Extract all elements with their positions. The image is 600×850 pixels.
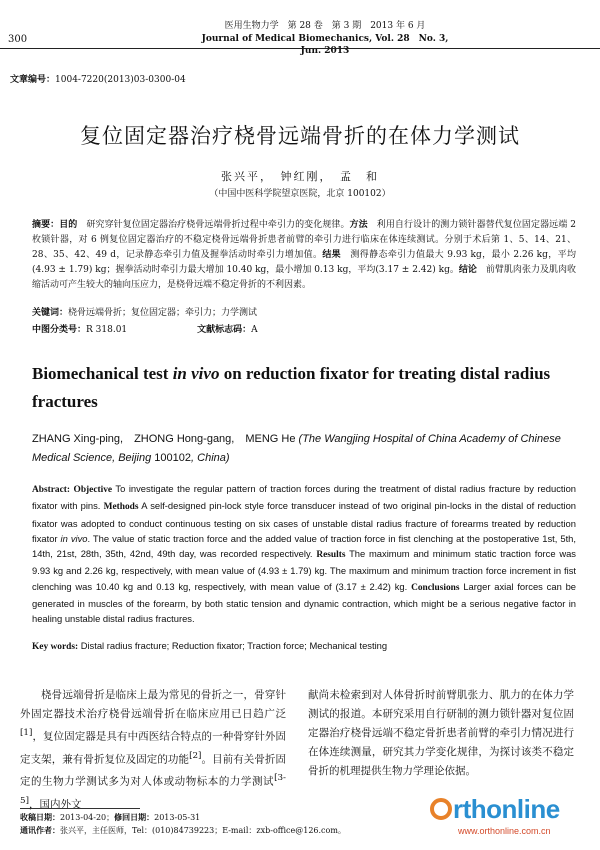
body-column-left <box>20 686 286 814</box>
abstract-cn-purpose: 研究穿针复位固定器治疗桡骨远端骨折过程中牵引力的变化规律。 <box>86 220 350 230</box>
received-label: 收稿日期： <box>20 812 60 822</box>
clc-label: 中图分类号： <box>32 325 87 335</box>
abstract-en-objective-label: Objective <box>73 485 113 495</box>
abstract-cn-result-label: 结果 <box>322 250 342 260</box>
orthonline-watermark-logo <box>430 794 560 825</box>
header-rule <box>0 48 600 49</box>
journal-header-cn: 医用生物力学 第 28 卷 第 3 期 2013 年 6 月 <box>224 21 426 31</box>
abstract-cn-result: 测得静态牵引力值最大 9.93 kg，最小 2.26 kg，平均(4.93 ± 1.79) kg；握拳活动时牵引力最大增加 10.40 kg，最小增加 0.13 kg，平均(3.17 ± 2.42) kg。 <box>32 250 576 275</box>
body-left-d: ，国内外文 <box>28 798 82 810</box>
ref-3-5[interactable]: [3-5] <box>20 773 286 806</box>
title-en-part2: on reduction fixator for treating distal radius fractures <box>32 364 551 411</box>
revised-label: 修回日期： <box>114 812 155 822</box>
body-left-c: 。目前有关骨折固定的生物力学测试多为对人体或动物标本的力学测试 <box>20 753 286 788</box>
abstract-cn-conclusion-label: 结论 <box>458 265 477 275</box>
ref-1[interactable]: [1] <box>20 728 33 738</box>
abstract-cn-method: 利用自行设计的测力锁针器替代复位固定器远端 2 枚锁针器，对 6 例复位固定器治疗的不稳定桡骨远端骨折患者前臂的牵引力进行临床在体连续测试。分别于术后第 1、5、14、21、28、35、42、49 d，记录静态牵引力值及握拳活动时牵引力增加值。 <box>32 220 576 260</box>
authors-en-names: ZHANG Xing-ping, ZHONG Hong-gang, MENG He <box>32 433 296 445</box>
title-en-part1: Biomechanical test <box>32 364 173 383</box>
authors-en <box>32 430 576 468</box>
revised-date: 2013-05-31 <box>154 813 201 822</box>
abstract-en-conclusions-label: Conclusions <box>411 582 460 593</box>
keywords-cn-label: 关键词： <box>32 308 69 318</box>
abstract-en-results: The maximum and minimum static traction force was 9.93 kg and 2.26 kg, respectively, with mean value of (4.93 ± 1.79) kg. The maximum and minimum traction force increment in fist clenching was 10.40 kg and 0.13 kg, respectively, with mean value of (3.17 ± 2.42) kg. <box>32 548 576 592</box>
affiliation-cn: （中国中医科学院望京医院，北京 100102） <box>209 189 391 199</box>
keywords-en <box>32 638 576 655</box>
abstract-en-results-label: Results <box>316 550 346 561</box>
page-number: 300 <box>8 34 28 45</box>
watermark-url: www.orthonline.com.cn <box>458 826 551 836</box>
abstract-cn-method-label: 方法 <box>349 220 368 230</box>
body-left-b: ，复位固定器是具有中西医结合特点的一种骨穿针外固定支架，兼有骨折复位及固定的功能 <box>20 730 286 765</box>
doc-code-value: A <box>251 325 258 335</box>
keywords-en-label: Key words: <box>32 642 79 652</box>
authors-cn: 张兴平， 钟红刚， 孟 和 <box>221 170 379 183</box>
abstract-cn-conclusion: 前臂肌肉张力及肌肉收缩活动可产生较大的轴向压应力，是桡骨远端不稳定骨折的不利因素。 <box>32 265 576 290</box>
abstract-en-methods-b: . The value of static traction force and the added value of traction force in fist clenching at the postoperative 1st, 5th, 14th, 21st, 28th, 35th, 42nd, 49th day, was recorded respectively. <box>32 532 576 560</box>
footnote-correspondence <box>20 824 346 837</box>
abstract-en <box>32 481 576 627</box>
abstract-cn-label: 摘要： <box>32 220 60 230</box>
abstract-en-methods-label: Methods <box>103 502 139 513</box>
article-number-value: 1004-7220(2013)03-0300-04 <box>55 75 186 85</box>
abstract-en-label: Abstract: <box>32 485 71 495</box>
received-date: 2013-04-20； <box>60 813 115 822</box>
paper-title-cn: 复位固定器治疗桡骨远端骨折的在体力学测试 <box>80 124 520 148</box>
clc-value: R 318.01 <box>86 325 128 335</box>
correspondence-label: 通讯作者： <box>20 825 60 835</box>
article-number <box>10 72 186 85</box>
journal-header-en: Journal of Medical Biomechanics, Vol. 28 No. 3, Jun. 2013 <box>201 34 449 56</box>
abstract-en-objective: To investigate the regular pattern of traction forces during the treatment of distal radius fracture by reduction fixator with pins. <box>32 483 576 512</box>
abstract-en-methods-italic: in vivo <box>60 532 88 544</box>
ref-2[interactable]: [2] <box>189 750 202 761</box>
title-en-italic: in vivo <box>172 364 220 383</box>
correspondence-info: 张兴平，主任医师，Tel：(010)84739223；E-mail：zxb-office@126.com。 <box>60 826 346 835</box>
authors-en-country: , China) <box>191 452 230 464</box>
authors-en-affiliation: (The Wangjing Hospital of China Academy of Chinese Medical Science, Beijing <box>32 433 561 464</box>
watermark-logo-text: rthonline <box>453 794 560 824</box>
classification-cn <box>32 323 576 338</box>
abstract-en-methods-a: A self-designed pin-lock style force transducer instead of two original pin-locks in the distal of reduction fixator was adopted to conduct continuous testing on six cases of unstable distal radius fracture of forearms treated by reduction fixator <box>32 500 577 544</box>
keywords-cn-value: 桡骨远端骨折；复位固定器；牵引力；力学测试 <box>68 308 258 318</box>
doc-code-label: 文献标志码： <box>197 325 252 335</box>
keywords-en-value: Distal radius fracture; Reduction fixator; Traction force; Mechanical testing <box>80 640 388 651</box>
footnote-rule <box>20 808 140 809</box>
authors-en-postcode: 100102 <box>154 452 192 464</box>
footnote-dates <box>20 811 200 824</box>
keywords-cn <box>32 306 576 321</box>
abstract-cn-purpose-label: 目的 <box>59 220 78 230</box>
article-number-label: 文章编号： <box>10 75 56 85</box>
body-column-right: 献尚未检索到对人体骨折时前臂肌张力、肌力的在体力学测试的报道。本研究采用自行研制的测力锁针器对复位固定器治疗桡骨远端不稳定骨折患者前臂的牵引力情况进行在体连续测量，研究其力学变化规律，为探讨该类不稳定骨折的机理提供生物力学理论依据。 <box>308 689 574 777</box>
paper-title-en <box>32 360 576 416</box>
body-left-a: 桡骨远端骨折是临床上最为常见的骨折之一，骨穿针外固定器技术治疗桡骨远端骨折在临床应用已日趋广泛 <box>20 689 286 720</box>
abstract-cn <box>32 218 576 293</box>
orthonline-o-icon <box>430 798 452 820</box>
abstract-en-conclusions: Larger axial forces can be generated in muscles of the forearm, by both static tension and dynamic contraction, which might be a serious negative factor in healing unstable distal radius fractures. <box>32 580 577 625</box>
